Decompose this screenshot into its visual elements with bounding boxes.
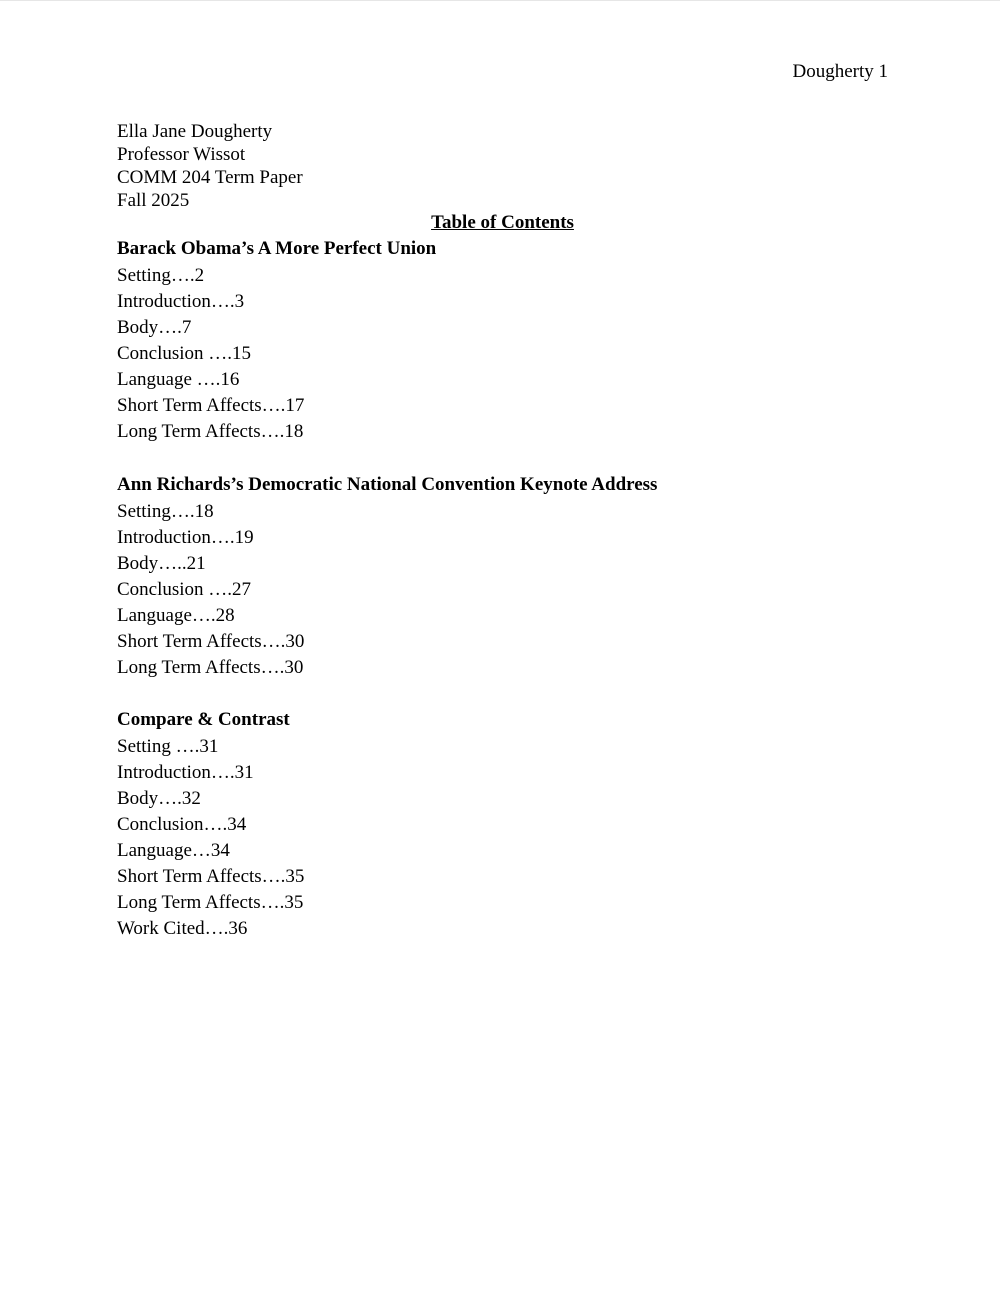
toc-entry: Short Term Affects….35 [117, 866, 305, 887]
toc-section-title: Barack Obama’s A More Perfect Union [117, 238, 437, 259]
toc-entry: Setting….18 [117, 501, 214, 522]
toc-entry: Body….7 [117, 317, 192, 338]
toc-entry: Conclusion ….27 [117, 579, 252, 600]
toc-entry: Setting….2 [117, 265, 205, 286]
running-head: Dougherty 1 [792, 61, 888, 82]
term: Fall 2025 [117, 190, 190, 211]
course-name: COMM 204 Term Paper [117, 167, 303, 188]
toc-entry: Introduction….3 [117, 291, 245, 312]
toc-entry: Long Term Affects….18 [117, 421, 304, 442]
toc-section [117, 708, 304, 943]
toc-entry: Long Term Affects….30 [117, 657, 304, 678]
author-name: Ella Jane Dougherty [117, 121, 273, 142]
toc-section-title: Compare & Contrast [117, 709, 290, 730]
toc-entry: Conclusion ….15 [117, 343, 252, 364]
toc-entry: Short Term Affects….30 [117, 631, 305, 652]
toc-entry: Setting ….31 [117, 736, 219, 757]
professor-name: Professor Wissot [117, 144, 246, 165]
mla-heading [117, 120, 303, 212]
toc-entry: Language….28 [117, 605, 235, 626]
toc-entry: Introduction….19 [117, 527, 254, 548]
toc-entry: Body…..21 [117, 553, 206, 574]
toc-entry: Short Term Affects….17 [117, 395, 305, 416]
toc-entry: Language ….16 [117, 369, 240, 390]
toc-entry: Body….32 [117, 788, 201, 809]
toc-section [117, 237, 436, 446]
toc-entry: Long Term Affects….35 [117, 892, 304, 913]
toc-title: Table of Contents [431, 212, 574, 233]
toc-entry: Conclusion….34 [117, 814, 247, 835]
toc-entry: Introduction….31 [117, 762, 254, 783]
toc-entry: Language…34 [117, 840, 230, 861]
toc-entry: Work Cited….36 [117, 918, 248, 939]
toc-section-title: Ann Richards’s Democratic National Convention Keynote Address [117, 474, 658, 495]
toc-section [117, 473, 657, 682]
